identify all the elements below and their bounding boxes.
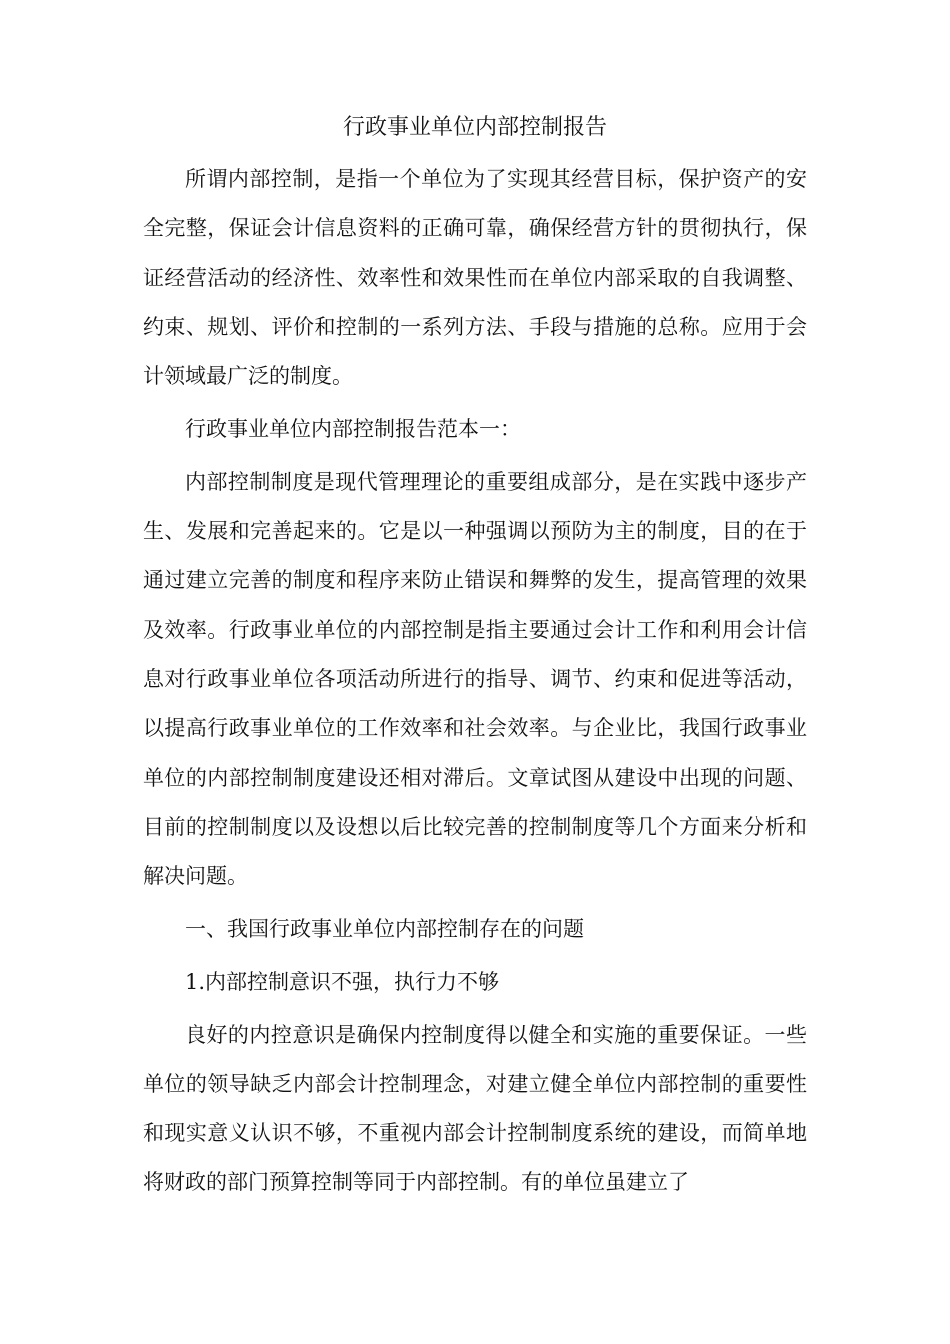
document-title: 行政事业单位内部控制报告 [342, 115, 607, 140]
subsection-heading-awareness: 1.内部控制意识不强，执行力不够 [185, 969, 500, 994]
section-heading-problems: 一、我国行政事业单位内部控制存在的问题 [185, 916, 584, 941]
paragraph-definition: 所谓内部控制，是指一个单位为了实现其经营目标，保护资产的安全完整，保证会计信息资料的正确可靠，确保经营方针的贯彻执行，保证经营活动的经济性、效率性和效果性而在单位内部采取的自我调整、约束、规划、评价和控制的一系列方法、手段与措施的总称。应用于会计领域最广泛的制度。 [143, 167, 807, 389]
paragraph-awareness: 良好的内控意识是确保内控制度得以健全和实施的重要保证。一些单位的领导缺乏内部会计控制理念，对建立健全单位内部控制的重要性和现实意义认识不够，不重视内部会计控制制度系统的建设，而简单地将财政的部门预算控制等同于内部控制。有的单位虽建立了 [143, 1022, 807, 1195]
document-page [143, 113, 807, 1211]
paragraph-introduction: 内部控制制度是现代管理理论的重要组成部分，是在实践中逐步产生、发展和完善起来的。它是以一种强调以预防为主的制度，目的在于通过建立完善的制度和程序来防止错误和舞弊的发生，提高管理的效果及效率。行政事业单位的内部控制是指主要通过会计工作和利用会计信息对行政事业单位各项活动所进行的指导、调节、约束和促进等活动，以提高行政事业单位的工作效率和社会效率。与企业比，我国行政事业单位的内部控制制度建设还相对滞后。文章试图从建设中出现的问题、目前的控制制度以及设想以后比较完善的控制制度等几个方面来分析和解决问题。 [143, 469, 807, 889]
paragraph-sample-heading: 行政事业单位内部控制报告范本一： [185, 416, 521, 441]
